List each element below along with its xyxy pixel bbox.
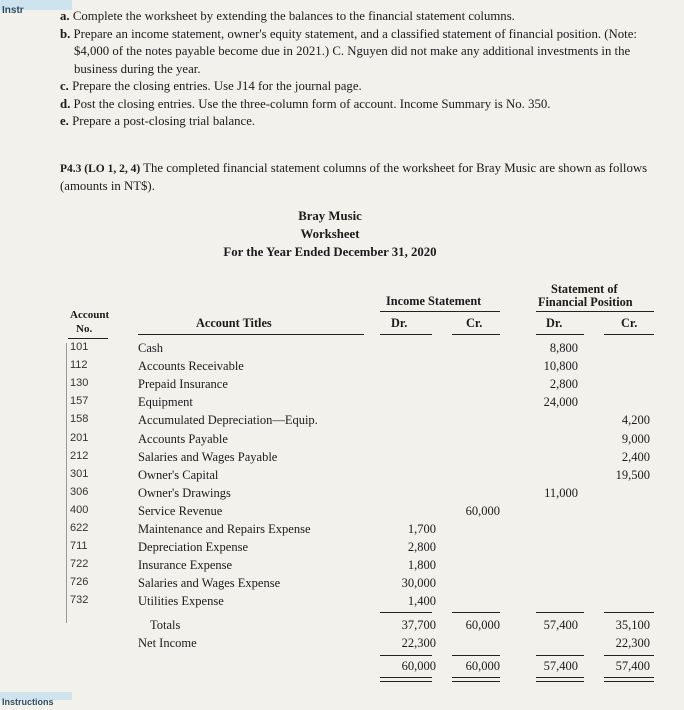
table-row	[0, 413, 684, 431]
net-income-is-dr: 22,300	[401, 636, 436, 650]
problem-statement	[60, 160, 660, 195]
account-title: Prepaid Insurance	[138, 377, 228, 392]
fp-dr-header: Dr.	[546, 316, 563, 330]
account-number: 711	[70, 540, 88, 553]
table-row	[0, 359, 684, 377]
account-title: Accounts Receivable	[138, 359, 244, 374]
table-row	[0, 432, 684, 450]
account-number: 732	[70, 594, 89, 607]
financial-position-cr: 9,000	[621, 431, 650, 446]
worksheet-period: For the Year Ended December 31, 2020	[223, 245, 437, 259]
financial-position-dr: 8,800	[549, 341, 578, 355]
worksheet-name: Worksheet	[300, 227, 360, 241]
account-number: 101	[70, 341, 89, 353]
net-income-label: Net Income	[138, 636, 197, 650]
table-row	[0, 558, 684, 576]
table-row	[0, 540, 684, 558]
instruction-c	[60, 78, 660, 96]
financial-position-dr: 2,800	[549, 377, 578, 392]
financial-position-dr: 24,000	[543, 395, 578, 410]
final-is-cr: 60,000	[465, 659, 500, 673]
account-number: 400	[70, 503, 89, 516]
instruction-d	[60, 96, 660, 114]
divider	[604, 612, 654, 613]
instruction-text: Prepare an income statement, owner's equity statement, and a classified statement of financial position. (Note: $4,000 of the notes payable become due in 2021.) C. Nguyen did not make any additional investments in the business during the year.	[73, 26, 637, 76]
financial-position-cr: 4,200	[621, 413, 650, 428]
instruction-e	[60, 113, 660, 131]
account-number: 157	[70, 395, 89, 408]
financial-position-cr: 19,500	[615, 467, 650, 482]
instruction-label: c.	[60, 79, 69, 93]
account-number: 722	[70, 558, 89, 571]
financial-position-dr: 11,000	[544, 485, 578, 500]
problem-text: The completed financial statement columns of the worksheet for Bray Music are shown as follows (amounts in NT$).	[60, 161, 648, 193]
instruction-text: Prepare a post-closing trial balance.	[72, 114, 256, 128]
income-statement-cr: 60,000	[465, 503, 500, 518]
divider	[604, 334, 654, 335]
account-header-1: Account	[70, 309, 110, 321]
account-title: Salaries and Wages Expense	[138, 576, 281, 591]
divider	[380, 612, 432, 613]
divider	[536, 311, 654, 312]
account-header-2: No.	[76, 323, 93, 335]
table-row	[0, 341, 684, 359]
double-rule	[536, 677, 584, 682]
account-number: 130	[70, 377, 89, 390]
table-row	[0, 395, 684, 413]
account-number: 112	[70, 359, 88, 372]
financial-position-dr: 10,800	[543, 359, 578, 374]
divider	[604, 655, 654, 656]
instruction-b	[60, 26, 660, 79]
account-title: Salaries and Wages Payable	[138, 449, 278, 464]
table-row	[0, 522, 684, 540]
instruction-label: b.	[60, 26, 71, 41]
account-title: Insurance Expense	[138, 558, 233, 573]
account-number: 622	[70, 522, 89, 534]
is-dr-header: Dr.	[391, 316, 408, 330]
table-row	[0, 504, 684, 522]
account-number: 158	[70, 413, 89, 426]
net-income-fp-cr: 22,300	[615, 636, 650, 650]
double-rule	[380, 677, 432, 682]
instruction-a	[60, 8, 660, 26]
income-statement-dr: 1,800	[407, 558, 436, 573]
totals-label: Totals	[150, 618, 181, 632]
divider	[452, 655, 500, 656]
account-number: 306	[70, 485, 89, 498]
final-is-dr: 60,000	[401, 659, 436, 673]
account-title: Accumulated Depreciation—Equip.	[138, 413, 318, 428]
instructions-list	[60, 8, 660, 131]
financial-position-cr: 2,400	[621, 449, 650, 464]
account-number: 726	[70, 576, 89, 589]
account-title: Maintenance and Repairs Expense	[138, 522, 311, 536]
divider	[452, 334, 500, 335]
table-row	[0, 486, 684, 504]
final-fp-cr: 57,400	[615, 659, 650, 673]
table-row	[0, 377, 684, 395]
account-title: Service Revenue	[138, 503, 223, 518]
totals-is-cr: 60,000	[465, 618, 500, 632]
top-tab-label: Instr	[2, 5, 24, 16]
financial-position-header-1: Statement of	[551, 282, 618, 296]
income-statement-dr: 2,800	[407, 540, 436, 555]
financial-position-header-2: Financial Position	[538, 295, 633, 309]
income-statement-dr: 1,400	[407, 594, 436, 609]
table-row	[0, 576, 684, 594]
final-totals-row	[0, 659, 684, 677]
instruction-label: a.	[60, 9, 70, 23]
final-fp-dr: 57,400	[543, 659, 578, 673]
divider	[452, 612, 500, 613]
bottom-tab-label: Instructions	[2, 697, 54, 707]
fp-cr-header: Cr.	[621, 316, 638, 330]
problem-number: P4.3 (LO 1, 2, 4)	[60, 163, 141, 175]
income-statement-dr: 30,000	[401, 576, 436, 591]
divider	[536, 334, 584, 335]
bottom-tab	[0, 692, 72, 707]
company-name: Bray Music	[298, 209, 362, 223]
table-row	[0, 594, 684, 612]
account-title: Equipment	[138, 395, 193, 410]
divider	[380, 655, 432, 656]
account-title: Depreciation Expense	[138, 540, 249, 555]
account-title: Owner's Capital	[138, 467, 219, 482]
divider	[68, 338, 108, 339]
double-rule	[452, 677, 500, 682]
instruction-text: Post the closing entries. Use the three-column form of account. Income Summary is No. 350.	[73, 96, 551, 111]
instruction-label: d.	[60, 96, 71, 111]
totals-is-dr: 37,700	[401, 618, 436, 632]
instruction-text: Prepare the closing entries. Use J14 for the journal page.	[72, 79, 362, 93]
account-number: 301	[70, 467, 89, 480]
account-title: Cash	[138, 341, 163, 355]
account-number: 212	[70, 449, 89, 462]
totals-fp-dr: 57,400	[543, 618, 578, 632]
table-row	[0, 450, 684, 468]
divider	[138, 334, 364, 335]
account-titles-header: Account Titles	[196, 316, 272, 330]
table-row	[0, 468, 684, 486]
income-statement-dr: 1,700	[407, 522, 436, 536]
account-number: 201	[70, 431, 89, 444]
divider	[536, 612, 584, 613]
totals-fp-cr: 35,100	[615, 618, 650, 632]
income-statement-header: Income Statement	[386, 294, 482, 308]
totals-row	[0, 618, 684, 636]
net-income-row	[0, 636, 684, 654]
is-cr-header: Cr.	[466, 316, 483, 330]
account-title: Utilities Expense	[138, 594, 224, 609]
instruction-text: Complete the worksheet by extending the balances to the financial statement columns.	[72, 9, 515, 23]
instruction-label: e.	[60, 114, 69, 128]
account-title: Owner's Drawings	[138, 485, 231, 500]
double-rule	[604, 677, 654, 682]
account-title: Accounts Payable	[138, 431, 228, 446]
divider	[380, 311, 500, 312]
divider	[380, 334, 432, 335]
divider	[536, 655, 584, 656]
